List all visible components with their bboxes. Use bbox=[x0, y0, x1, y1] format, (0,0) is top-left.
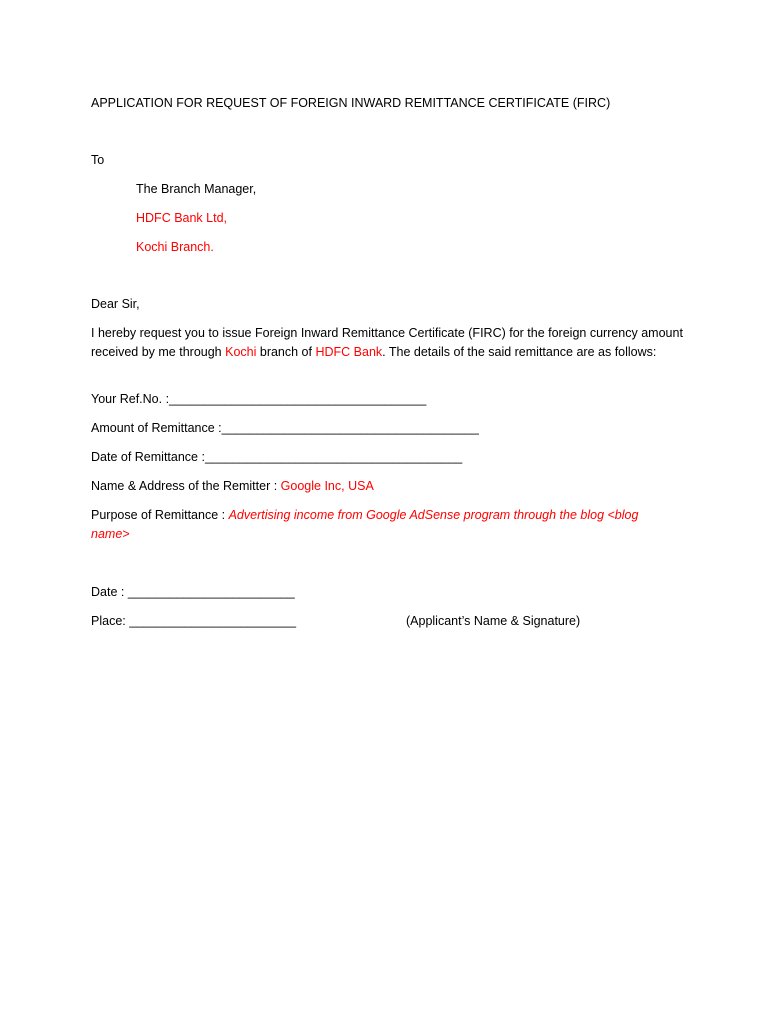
request-bank: HDFC Bank bbox=[315, 344, 383, 359]
addressee-line-1: The Branch Manager, bbox=[136, 182, 257, 196]
request-text-1: I hereby request you to issue Foreign Inward Remittance Certificate (FIRC) for the foreign currency amount received by me through bbox=[91, 326, 683, 359]
request-text-3: . The details of the said remittance are as follows: bbox=[382, 344, 657, 359]
date-of-remittance-field: Date of Remittance :_____________________________________ bbox=[91, 450, 463, 464]
ref-no-field: Your Ref.No. :_____________________________________ bbox=[91, 392, 427, 406]
applicant-signature: (Applicant’s Name & Signature) bbox=[406, 614, 581, 628]
remitter-field bbox=[91, 477, 374, 495]
amount-field: Amount of Remittance :_____________________________________ bbox=[91, 421, 479, 435]
to-label: To bbox=[91, 153, 105, 167]
request-text-2: branch of bbox=[256, 344, 316, 359]
purpose-label: Purpose of Remittance : bbox=[91, 508, 229, 522]
addressee-bank: HDFC Bank Ltd, bbox=[136, 211, 228, 225]
salutation: Dear Sir, bbox=[91, 297, 140, 311]
addressee-branch: Kochi Branch. bbox=[136, 240, 214, 254]
footer-place: Place: ________________________ bbox=[91, 614, 297, 628]
remitter-value: Google Inc, USA bbox=[280, 479, 374, 493]
request-paragraph bbox=[91, 324, 691, 361]
purpose-field bbox=[91, 506, 651, 543]
purpose-value: Advertising income from Google AdSense program through the blog <blog name> bbox=[91, 508, 639, 541]
document-title: APPLICATION FOR REQUEST OF FOREIGN INWARD REMITTANCE CERTIFICATE (FIRC) bbox=[91, 96, 611, 110]
footer-date: Date : ________________________ bbox=[91, 585, 295, 599]
remitter-label: Name & Address of the Remitter : bbox=[91, 479, 281, 493]
request-branch: Kochi bbox=[225, 344, 257, 359]
